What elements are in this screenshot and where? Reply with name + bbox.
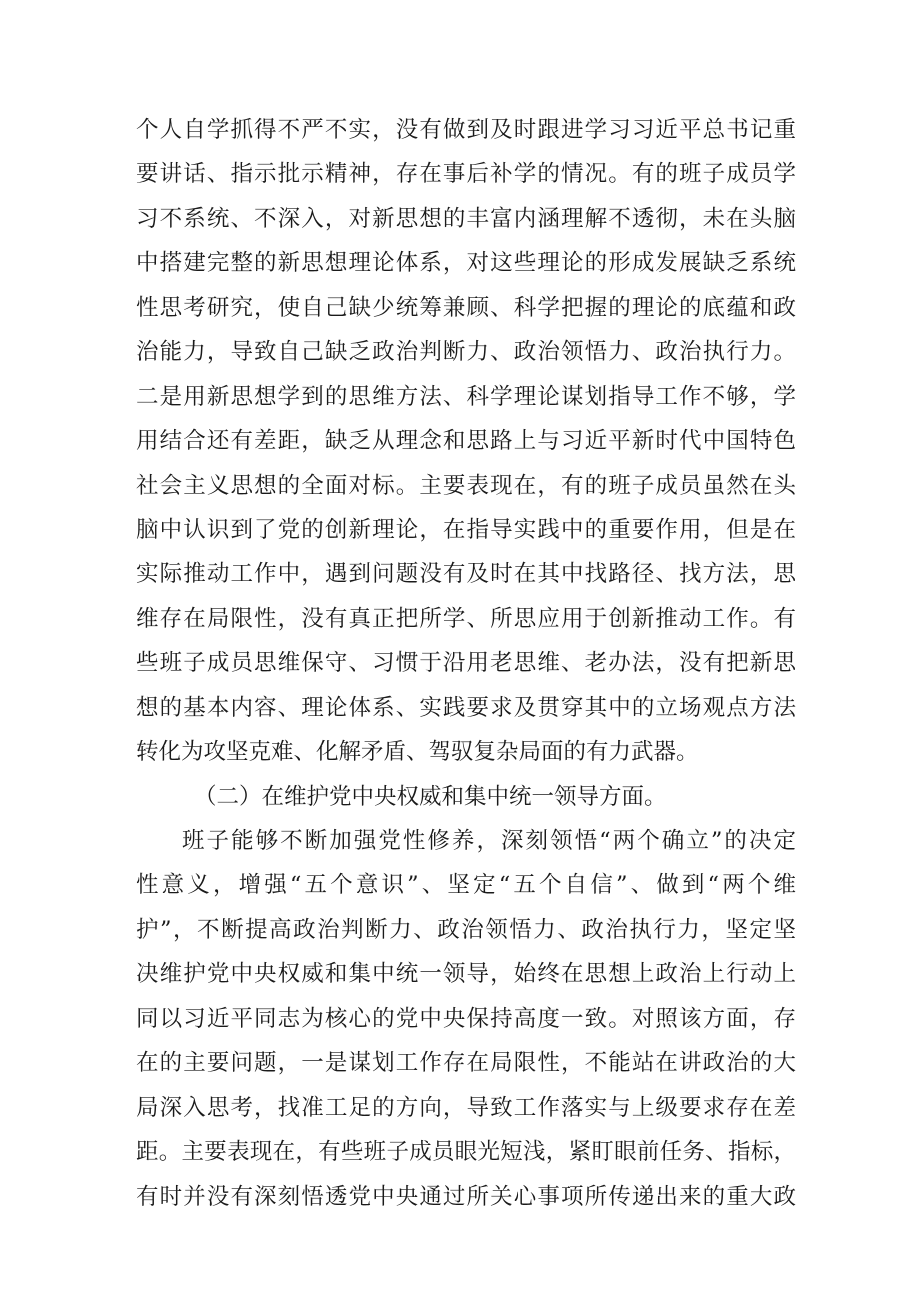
text-line-4: 中搭建完整的新思想理论体系，对这些理论的形成发展缺乏系统 [136, 250, 796, 277]
text-line-6: 治能力，导致自己缺乏政治判断力、政治领悟力、政治执行力。 [136, 339, 796, 366]
text-line-20: 决维护党中央权威和集中统一领导，始终在思想上政治上行动上 [136, 961, 796, 988]
text-line-9: 社会主义思想的全面对标。主要表现在，有的班子成员虽然在头 [136, 472, 796, 499]
text-line-8: 用结合还有差距，缺乏从理念和思路上与习近平新时代中国特色 [136, 428, 796, 455]
text-line-21: 同以习近平同志为核心的党中央保持高度一致。对照该方面，存 [136, 1005, 796, 1032]
text-line-10: 脑中认识到了党的创新理论，在指导实践中的重要作用，但是在 [136, 516, 796, 543]
text-line-2: 要讲话、指示批示精神，存在事后补学的情况。有的班子成员学 [136, 161, 796, 188]
section-heading: （二）在维护党中央权威和集中统一领导方面。 [194, 783, 667, 810]
text-line-11: 实际推动工作中，遇到问题没有及时在其中找路径、找方法，思 [136, 561, 796, 588]
document-body [136, 108, 796, 1219]
text-line-15: 转化为攻坚克难、化解矛盾、驾驭复杂局面的有力武器。 [136, 739, 699, 766]
text-line-25: 有时并没有深刻悟透党中央通过所关心事项所传递出来的重大政 [136, 1183, 796, 1210]
text-line-7: 二是用新思想学到的思维方法、科学理论谋划指导工作不够，学 [136, 383, 796, 410]
text-line-1: 个人自学抓得不严不实，没有做到及时跟进学习习近平总书记重 [136, 117, 796, 143]
text-line-17: 班子能够不断加强党性修养，深刻领悟“两个确立”的决定 [182, 828, 796, 854]
text-line-18: 性意义，增强“五个意识”、坚定“五个自信”、做到“两个维 [136, 872, 796, 899]
text-line-24: 距。主要表现在，有些班子成员眼光短浅，紧盯眼前任务、指标， [136, 1139, 796, 1166]
text-line-12: 维存在局限性，没有真正把所学、所思应用于创新推动工作。有 [136, 605, 796, 632]
text-line-3: 习不系统、不深入，对新思想的丰富内涵理解不透彻，未在头脑 [136, 205, 796, 232]
text-line-23: 局深入思考，找准工足的方向，导致工作落实与上级要求存在差 [136, 1094, 796, 1121]
text-line-22: 在的主要问题，一是谋划工作存在局限性，不能站在讲政治的大 [136, 1050, 796, 1077]
text-line-5: 性思考研究，使自己缺少统筹兼顾、科学把握的理论的底蕴和政 [136, 294, 796, 321]
text-line-13: 些班子成员思维保守、习惯于沿用老思维、老办法，没有把新思 [136, 650, 796, 677]
text-line-14: 想的基本内容、理论体系、实践要求及贯穿其中的立场观点方法 [136, 694, 796, 721]
text-line-19: 护”，不断提高政治判断力、政治领悟力、政治执行力，坚定坚 [136, 916, 796, 943]
